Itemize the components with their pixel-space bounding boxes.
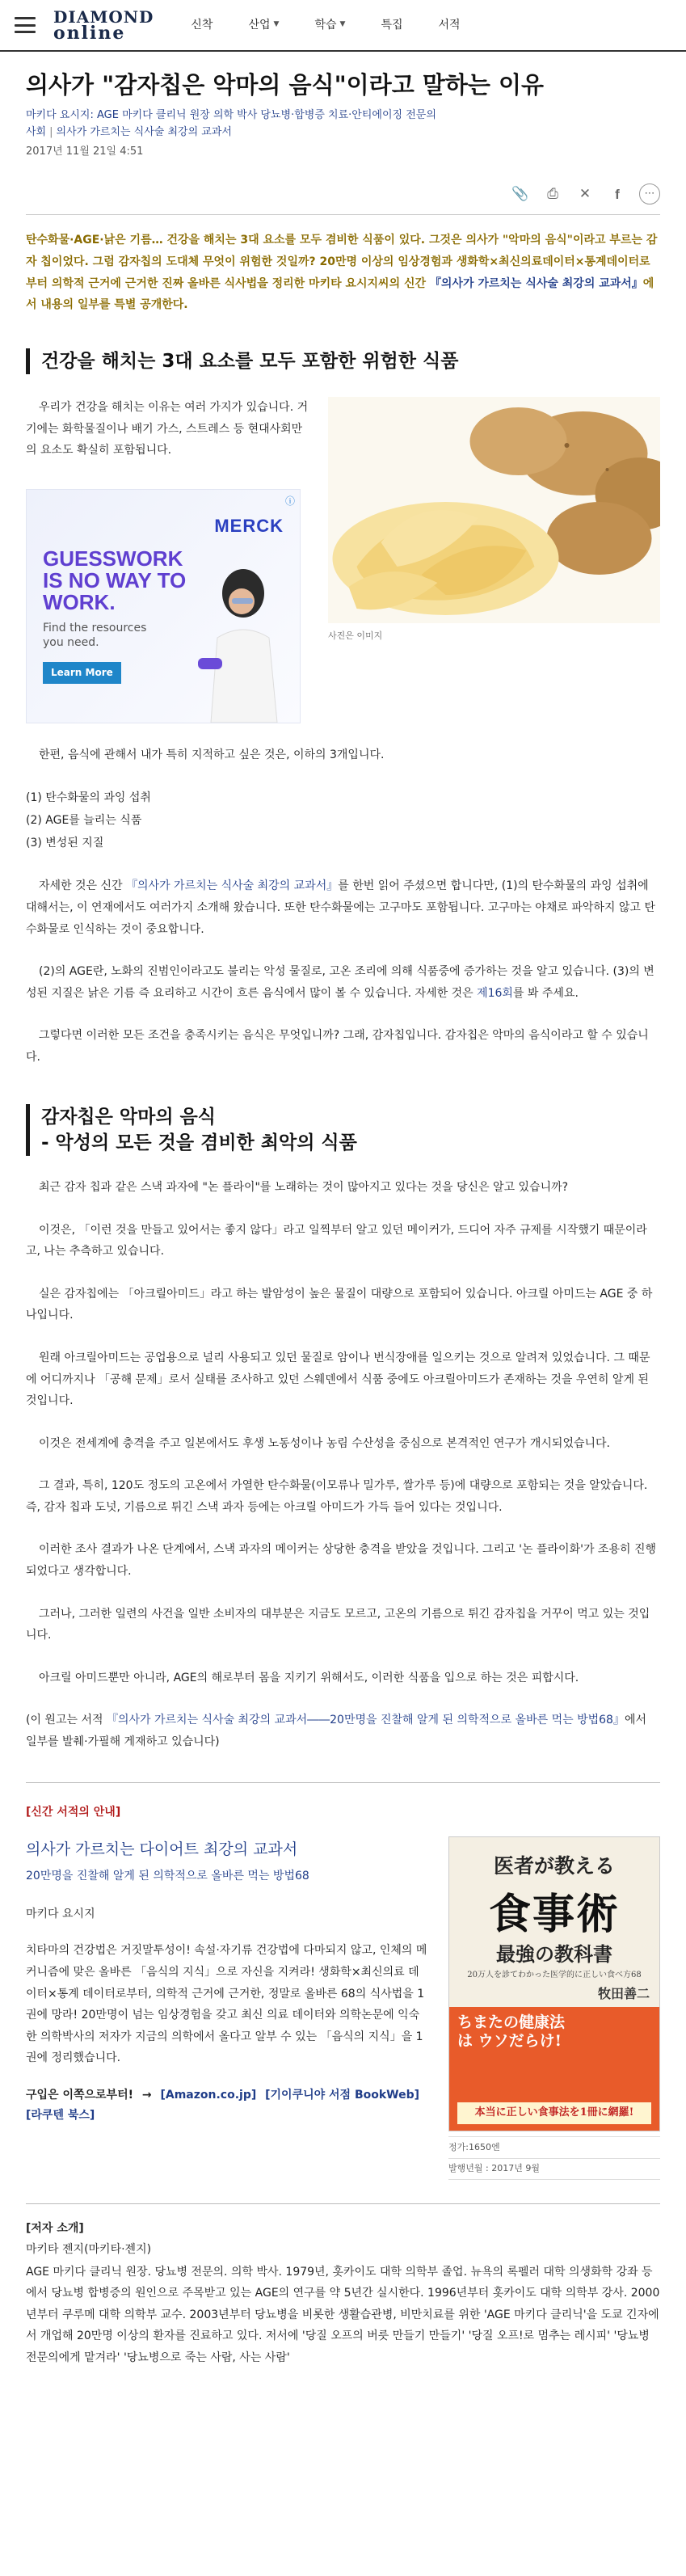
heading-line: - 악성의 모든 것을 겸비한 최악의 식품	[41, 1132, 357, 1153]
separator: |	[49, 125, 53, 138]
x-icon[interactable]: ✕	[579, 185, 591, 202]
paragraph: 그 결과, 특히, 120도 정도의 고온에서 가열한 탄수화물(이모류나 밀가루, 쌀가루 등)에 대량으로 포함되는 것을 알았습니다. 즉, 감자 칩과 도넛, 기름으로 튀긴 스낵 과자 등에는 아크릴 아미드가 가득 들어 있다는 것입니다.	[26, 1479, 648, 1514]
logo-line1: DIAMOND	[53, 6, 154, 27]
source-book-link[interactable]: 『의사가 가르치는 식사술 최강의 교과서――20만명을 진찰해 알게 된 의학적으로 올바른 먹는 방법68』	[106, 1714, 625, 1727]
book-release: 발행년월 : 2017년 9월	[448, 2161, 660, 2180]
book-title[interactable]: 의사가 가르치는 다이어트 최강의 교과서	[26, 1840, 298, 1859]
chevron-down-icon: ▼	[339, 20, 346, 29]
episode-link[interactable]: 제16회	[477, 986, 513, 1000]
lead-paragraph	[26, 230, 660, 315]
cover-band-bottom: 本当に正しい食事法を1冊に網羅!	[457, 2102, 651, 2124]
author-line[interactable]: 마키다 요시지: AGE 마키다 클리닉 원장 의학 박사 당뇨병·합병증 치료·안티에이징 전문의	[26, 109, 436, 122]
category-link[interactable]: 사회	[26, 125, 47, 138]
article	[0, 70, 686, 2388]
paragraph: 이것은 전세계에 충격을 주고 일본에서도 후생 노동성이나 농림 수산성을 중심으로 본격적인 연구가 개시되었습니다.	[39, 1436, 611, 1450]
text: 에서 일부를 발췌·가필해 게재하고 있습니다)	[26, 1714, 646, 1749]
paragraph: 원래 아크릴아미드는 공업용으로 널리 사용되고 있던 물질로 암이나 번식장애를 일으키는 것으로 알려져 있었습니다. 그 때문에 어디까지나 「공해 문제」로서 실태를 조사하고 있던 스웨덴에서 식품 중에도 아크릴아미드가 존재하는 것을 우연히 알게 된 것입니다.	[26, 1351, 650, 1408]
site-logo[interactable]	[53, 6, 154, 44]
author-name: 마키타 젠지(마키타·젠지)	[26, 2243, 152, 2257]
cover-line2: 食事術	[488, 1890, 620, 1940]
book-subtitle: 20만명을 진찰해 알게 된 의학적으로 올바른 먹는 방법68	[26, 1870, 309, 1883]
logo-line2: online	[53, 22, 126, 44]
series-link[interactable]: 의사가 가르치는 식사술 최강의 교과서	[56, 125, 232, 138]
book-info	[26, 1836, 660, 2182]
text: 를 봐 주세요.	[512, 986, 579, 1000]
top-bar	[0, 0, 686, 52]
paragraph: 이것은, 「이런 것을 만들고 있어서는 좋지 않다」라고 일찍부터 알고 있던 메이커가, 드디어 자주 규제를 시작했기 때문이라고, 나는 추측하고 있습니다.	[26, 1223, 647, 1258]
lead-tail: 에서 내용의 일부를 특별 공개한다.	[26, 276, 654, 312]
more-icon[interactable]: ⋯	[639, 183, 660, 204]
book-description: 치타마의 건강법은 거짓말투성이! 속설·자기류 건강법에 다마되지 않고, 인체의 메커니즘에 맞은 올바른 「음식의 지식」으로 자신을 지켜라! 생화학×최신의료 데이터×통계 데이터로부터, 의학적 근거에 근거한, 정말로 올바른 68의 식사법을 1권에 망라! 20만명이 넘는 임상경험을 갖고 최신 의료 데이터와 의학논문에 익숙한 의학박사의 저자가 지금의 의학에서 올다고 알부 수 있는 「음식의 지식」을 1권에 정리했습니다.	[26, 1944, 427, 2065]
nav-item-books[interactable]	[439, 15, 461, 36]
list-item: (2) AGE를 늘리는 식품	[26, 814, 142, 828]
nav-label: 산업	[248, 18, 271, 32]
ad-brand: MERCK	[214, 515, 284, 536]
book-author: 마키다 요시지	[26, 1907, 95, 1920]
source-note	[26, 1710, 660, 1752]
ad-cta-button[interactable]: Learn More	[43, 662, 121, 684]
menu-icon[interactable]	[15, 17, 36, 33]
text: (이 원고는 서적	[26, 1714, 107, 1727]
photo-column	[328, 397, 660, 723]
text: (2)의 AGE란, 노화의 진범인이라고도 불리는 악성 물질로, 고온 조리에 의해 식품중에 증가하는 것을 알고 있습니다. (3)의 변성된 지질은 낡은 기름 즉 요리하고 시간이 흐른 음식에서 많이 볼 수 있습니다. 자세한 것은	[26, 965, 654, 1000]
new-book-label: [신간 서적의 안내]	[26, 1805, 121, 1819]
potato-chips-image	[328, 397, 660, 623]
photo-caption: 사진은 이미지	[328, 630, 383, 642]
arrow-right-icon: →	[141, 2088, 152, 2102]
book-price: 정가:1650엔	[448, 2140, 660, 2159]
section-heading-2	[26, 1104, 660, 1156]
potato-chips-photo	[328, 397, 660, 623]
book-meta	[448, 2136, 660, 2179]
paragraph: 그렇다면 이러한 모든 조건을 충족시키는 음식은 무엇입니까? 그래, 감자칩입니다. 감자칩은 악마의 음식이라고 할 수 있습니다.	[26, 1029, 649, 1064]
print-icon[interactable]: ⎙	[547, 185, 558, 202]
intro-paragraph: 우리가 건강을 해치는 이유는 여러 가지가 있습니다. 거기에는 화학물질이나 배기 가스, 스트레스 등 현대사회만의 요소도 확실히 포함됩니다.	[26, 401, 309, 457]
paragraph: 그러나, 그러한 일련의 사건을 일반 소비자의 대부분은 지금도 모르고, 고온의 기름으로 튀긴 감자칩을 거꾸이 먹고 있는 것입니다.	[26, 1607, 650, 1642]
nav-label: 특집	[381, 18, 403, 32]
nav-item-new[interactable]	[191, 15, 213, 36]
lead-text: 탄수화물·AGE·낡은 기름… 건강을 해치는 3대 요소를 모두 겸비한 식품이 있다. 그것은 의사가 "악마의 음식"이라고 부르는 감자 칩이었다. 그럼 감자칩의 도대체 무엇이 위험한 것일까? 20만명 이상의 임상경험과 생화학×최신의료데이터×통계데이터로부터 의학적 근거에 근거한 진짜 올바른 식사법을 정리한 마키타 요시지씨의 신간	[26, 234, 658, 290]
author-intro	[26, 2203, 660, 2388]
paragraph	[26, 961, 660, 1004]
buy-links	[26, 2085, 429, 2126]
share-toolbar	[26, 169, 660, 215]
book-cover-column	[448, 1836, 660, 2182]
paragraph: 최근 감자 칩과 같은 스낵 과자에 "논 플라이"를 노래하는 것이 많아지고 있다는 것을 당신은 알고 있습니까?	[39, 1180, 569, 1194]
book-text	[26, 1836, 429, 2182]
paragraph	[26, 875, 660, 940]
paragraph: 실은 감자칩에는 「아크릴아미드」라고 하는 발암성이 높은 물질이 대량으로 포함되어 있습니다. 아크릴 아미드는 AGE 중 하나입니다.	[26, 1287, 653, 1322]
buy-link-rakuten[interactable]: [라쿠텐 북스]	[26, 2109, 95, 2123]
nav-label: 서적	[438, 18, 461, 32]
ad-subtext: Find the resources you need.	[43, 621, 147, 650]
paragraph: 아크릴 아미드뿐만 아니라, AGE의 해로부터 몸을 지키기 위해서도, 이러한 식품을 입으로 하는 것은 피합시다.	[39, 1671, 579, 1684]
buy-prefix: 구입은 이쪽으로부터!	[26, 2088, 133, 2102]
list-item: (3) 변성된 지질	[26, 837, 104, 850]
nav-item-feature[interactable]	[381, 15, 402, 36]
facebook-icon[interactable]: f	[615, 186, 620, 202]
ad-headline: GUESSWORK IS NO WAY TO WORK.	[43, 546, 187, 615]
intro-block	[26, 397, 660, 723]
nav-item-learning[interactable]	[314, 15, 345, 36]
book-cover[interactable]	[448, 1836, 660, 2131]
article-body	[26, 744, 660, 1753]
buy-link-kinokuniya[interactable]: [기이쿠니야 서점 BookWeb]	[265, 2088, 420, 2102]
cover-band	[449, 2007, 659, 2131]
chevron-down-icon: ▼	[273, 20, 280, 29]
heading-line: 감자칩은 악마의 음식	[41, 1106, 216, 1128]
advertisement[interactable]	[26, 489, 301, 723]
cover-line1: 医者が教える	[493, 1854, 615, 1878]
book-link[interactable]: 『의사가 가르치는 식사술 최강의 교과서』	[126, 879, 339, 893]
text: 자세한 것은 신간	[39, 879, 127, 893]
author-intro-label: [저자 소개]	[26, 2221, 84, 2235]
intro-left	[26, 397, 310, 723]
factor-list	[26, 786, 660, 854]
divider	[26, 1782, 660, 1783]
nav-label: 신착	[191, 18, 213, 32]
publish-date: 2017년 11월 21일 4:51	[26, 145, 144, 158]
list-item: (1) 탄수화물의 과잉 섭취	[26, 791, 151, 805]
text: 를 한번 읽어 주셨으면 합니다만, (1)의 탄수화물의 과잉 섭취에 대해서는, 이 연재에서도 여러가지 소개해 왔습니다. 또한 탄수화물에는 고구마도 포함됩니다. 고구마는 야채로 파악하지 않고 탄수화물로 인식하는 것이 중요합니다.	[26, 879, 655, 936]
cover-author: 牧田善二	[597, 1986, 650, 2002]
ad-info-icon[interactable]: ⓘ	[284, 495, 295, 507]
scientist-image	[187, 561, 284, 723]
paragraph: 한편, 음식에 관해서 내가 특히 지적하고 싶은 것은, 이하의 3개입니다.	[39, 748, 385, 761]
cover-line3: 最強の教科書	[496, 1942, 612, 1967]
paragraph: 이러한 조사 결과가 나온 단계에서, 스낵 과자의 메이커는 상당한 충격을 받았을 것입니다. 그리고 '논 플라이화'가 조용히 진행되었다고 생각합니다.	[26, 1543, 656, 1579]
page-title: 의사가 "감자칩은 악마의 음식"이라고 말하는 이유	[26, 71, 544, 99]
category-line	[26, 124, 660, 141]
nav-label: 학습	[314, 18, 337, 32]
author-description: AGE 마키다 클리닉 원장. 당뇨병 전문의. 의학 박사. 1979년, 홋카이도 대학 의학부 졸업. 뉴욕의 록펠러 대학 의생화학 강좌 등에서 당뇨병 합병증의 원인으로 주목받고 있는 AGE의 연구를 약 5년간 실시한다. 1996년부터 홋카이도 대학 의학부 강사. 2000년부터 쿠루메 대학 의학부 교수. 2003년부터 당뇨병을 비롯한 생활습관병, 비만치료를 위한 'AGE 마키다 클리닉'을 도쿄 긴자에서 개업해 20만명 이상의 환자를 진료하고 있다. 저서에 '당질 오프의 버릇 만들기 만들기' '당질 오프!로 멈추는 레시피' '당뇨병 전문의에게 맡겨라' '당뇨병으로 죽는 사람, 사는 사람'	[26, 2265, 660, 2364]
lead-book-link[interactable]: 『의사가 가르치는 식사술 최강의 교과서』	[429, 276, 643, 290]
paperclip-icon[interactable]: 📎	[511, 185, 529, 202]
nav-item-industry[interactable]	[248, 15, 279, 36]
buy-link-amazon[interactable]: [Amazon.co.jp]	[160, 2088, 257, 2102]
cover-line4: 20万人を診てわかった医学的に正しい食べ方68	[467, 1971, 642, 1980]
cover-band-text: ちまたの健康法は ウソだらけ!	[457, 2013, 566, 2050]
main-nav	[191, 15, 460, 36]
byline	[26, 108, 660, 141]
section-heading-1: 건강을 해치는 3대 요소를 모두 포함한 위험한 식품	[26, 348, 660, 374]
